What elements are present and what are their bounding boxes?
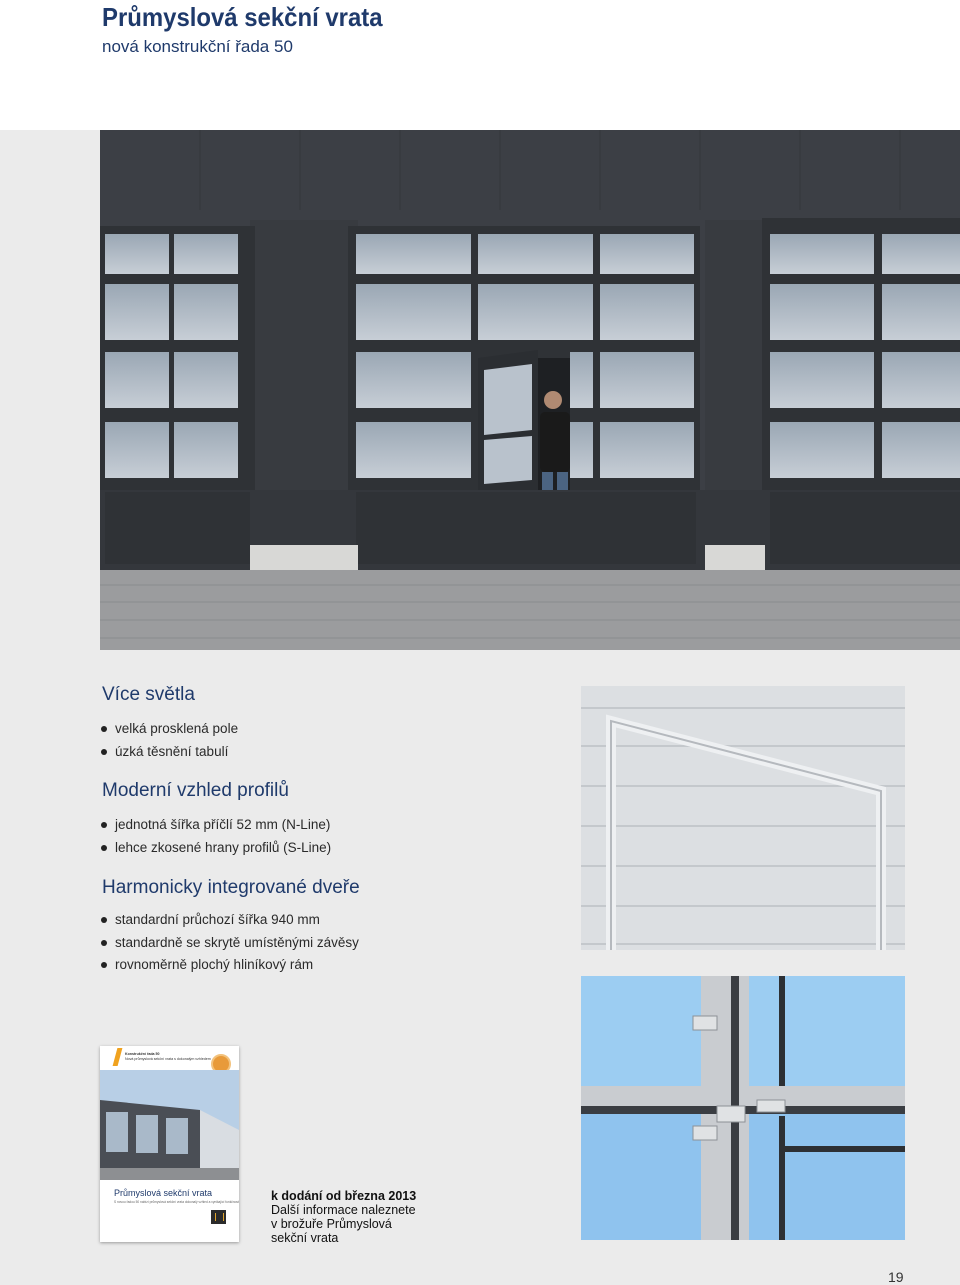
brochure-title: Průmyslová sekční vrata [114, 1188, 213, 1198]
availability-date: k dodání od března 2013 [271, 1189, 417, 1203]
list-item: velká prosklená pole [100, 718, 238, 741]
availability-line: Další informace naleznete [271, 1203, 416, 1217]
availability-note [271, 1189, 416, 1245]
photo-frame-hinges [581, 976, 905, 1240]
list-item: standardně se skrytě umístěnými závěsy [100, 932, 359, 955]
heading-modern-profiles: Moderní vzhled profilů [102, 780, 289, 801]
availability-line: sekční vrata [271, 1231, 339, 1245]
photo-panel-detail [581, 686, 905, 950]
page-number: 19 [888, 1269, 904, 1285]
heading-integrated-door: Harmonicky integrované dveře [102, 877, 360, 898]
brochure-cover-photo [100, 1070, 239, 1180]
list-more-light [100, 718, 238, 763]
heading-more-light: Více světla [102, 684, 195, 705]
list-item: rovnoměrně plochý hliníkový rám [100, 954, 359, 977]
availability-line: v brožuře Průmyslová [271, 1217, 392, 1231]
list-item: standardní průchozí šířka 940 mm [100, 909, 359, 932]
list-item: lehce zkosené hrany profilů (S-Line) [100, 837, 331, 860]
brochure-header-line2: Nová průmyslová sekční vrata s dokonalým vzhledem [125, 1057, 211, 1061]
page-header [0, 0, 960, 130]
page-subtitle: nová konstrukční řada 50 [102, 37, 293, 56]
hormann-logo-icon [211, 1210, 226, 1224]
hero-photo-industrial-doors [100, 130, 960, 650]
list-item: úzká těsnění tabulí [100, 741, 238, 764]
brochure-small-text: S novou řadou 50 nabízí průmyslová sekční vrata dokonalý vzhled a vynikající funkčnost [114, 1200, 239, 1204]
list-modern-profiles [100, 814, 331, 859]
page-title: Průmyslová sekční vrata [102, 2, 383, 32]
list-integrated-door [100, 909, 359, 977]
brochure-header-line1: Konstrukční řada 50 [125, 1052, 160, 1056]
brochure-cover [100, 1046, 239, 1242]
brochure-accent-mark [113, 1048, 123, 1066]
list-item: jednotná šířka příčlí 52 mm (N-Line) [100, 814, 331, 837]
